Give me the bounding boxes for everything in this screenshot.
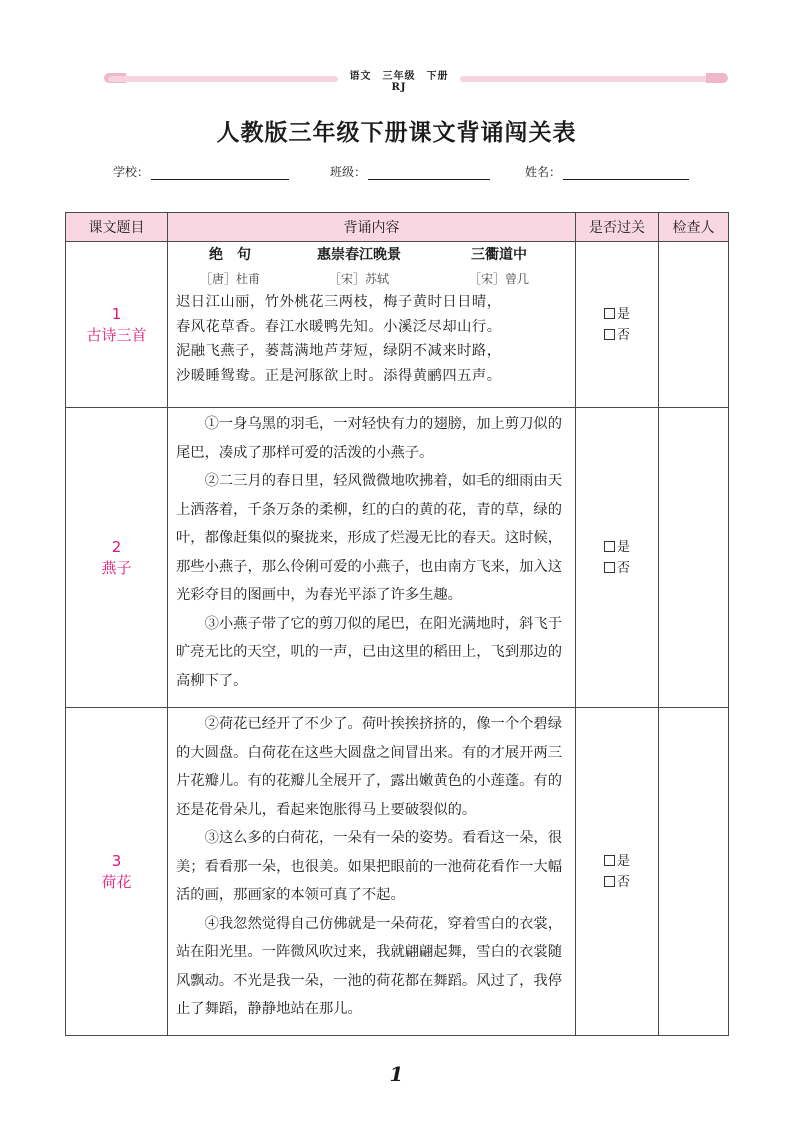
paragraph: ③小燕子带了它的剪刀似的尾巴，在阳光满地时，斜飞于旷亮无比的天空，叽的一声，已由这里的稻田上，飞到那边的高柳下了。 (176, 615, 563, 689)
header-text: 语文 三年级 下册 RJ (349, 71, 460, 93)
header-decoration-left (108, 76, 338, 82)
name-label: 姓名： (525, 165, 562, 179)
passed-cell (576, 708, 659, 1036)
checkbox-yes[interactable] (604, 851, 658, 872)
passed-cell (576, 408, 659, 708)
table-row (66, 242, 729, 408)
lesson-title: 荷花 (101, 872, 132, 891)
school-blank (151, 165, 289, 180)
class-label: 班级： (330, 165, 367, 179)
header-lesson-title: 课文题目 (66, 213, 168, 242)
lesson-title: 燕子 (101, 558, 132, 577)
lesson-cell (66, 408, 168, 708)
checkbox-yes-label: 是 (617, 306, 631, 322)
page-title: 人教版三年级下册课文背诵闯关表 (216, 120, 577, 146)
poem-line: 泥融飞燕子，蒌蒿满地芦芽短，绿阴不减来时路， (176, 343, 502, 359)
poem-line: 沙暖睡鸳鸯。正是河豚欲上时。添得黄鹂四五声。 (176, 367, 502, 384)
paragraph: ①一身乌黑的羽毛，一对轻快有力的翅膀，加上剪刀似的尾巴，凑成了那样可爱的活泼的小燕子。 (176, 416, 563, 461)
checkbox-icon (604, 876, 615, 887)
checkbox-no-label: 否 (617, 560, 631, 576)
checkbox-no-label: 否 (617, 327, 631, 343)
poem-lines (176, 290, 569, 388)
checkbox-no-label: 否 (617, 874, 631, 890)
checker-cell[interactable] (659, 242, 729, 408)
checkbox-icon (604, 855, 615, 866)
page-number: 1 (389, 1062, 404, 1086)
poem-line: 迟日江山丽，竹外桃花三两枝，梅子黄时日日晴， (176, 294, 502, 310)
content-cell (168, 708, 576, 1036)
table-header-row (66, 213, 729, 242)
name-field (525, 163, 689, 180)
checkbox-yes[interactable] (604, 537, 658, 558)
poem-author: ［宋］曾几 (468, 272, 529, 286)
checkbox-icon (604, 329, 615, 340)
poem-title: 三衢道中 (471, 247, 527, 263)
paragraph: ③这么多的白荷花，一朵有一朵的姿势。看看这一朵，很美；看看那一朵，也很美。如果把眼前的一池荷花看作一大幅活的画，那画家的本领可真了不起。 (176, 830, 563, 903)
checkbox-no[interactable] (604, 558, 658, 579)
poem-authors (176, 268, 569, 290)
paragraph: ②二三月的春日里，轻风微微地吹拂着，如毛的细雨由天上洒落着，千条万条的柔柳，红的白的黄的花，青的草，绿的叶，都像赶集似的聚拢来，形成了烂漫无比的春天。这时候，那些小燕子，那么伶俐可爱的小燕子，也由南方飞来，加入这光彩夺目的图画中，为春光平添了许多生趣。 (176, 473, 563, 603)
header-checker: 检查人 (659, 213, 729, 242)
paragraph: ④我忽然觉得自己仿佛就是一朵荷花，穿着雪白的衣裳，站在阳光里。一阵微风吹过来，我就翩翩起舞，雪白的衣裳随风飘动。不光是我一朵，一池的荷花都在舞蹈。风过了，我停止了舞蹈，静静地站在那儿。 (176, 915, 563, 1017)
poem-author: ［宋］苏轼 (328, 272, 389, 286)
school-field (113, 163, 289, 180)
lesson-cell (66, 242, 168, 408)
poem-title: 绝 句 (209, 247, 251, 263)
checkbox-yes-label: 是 (617, 539, 631, 555)
class-blank (368, 165, 490, 180)
checkbox-no[interactable] (604, 325, 658, 346)
table-row (66, 408, 729, 708)
paragraph: ②荷花已经开了不少了。荷叶挨挨挤挤的，像一个个碧绿的大圆盘。白荷花在这些大圆盘之间冒出来。有的才展开两三片花瓣儿。有的花瓣儿全展开了，露出嫩黄色的小莲蓬。有的还是花骨朵儿，看起来饱胀得马上要破裂似的。 (176, 716, 563, 818)
checkbox-yes-label: 是 (617, 853, 631, 869)
checkbox-icon (604, 541, 615, 552)
header-decoration-right (460, 76, 726, 82)
school-label: 学校： (113, 165, 150, 179)
checker-cell[interactable] (659, 408, 729, 708)
header-content: 背诵内容 (168, 213, 576, 242)
checkbox-icon (604, 308, 615, 319)
header-decoration-right-cap (706, 73, 728, 83)
checkbox-no[interactable] (604, 872, 658, 893)
header-passed: 是否过关 (576, 213, 659, 242)
content-cell (168, 408, 576, 708)
content-cell (168, 242, 576, 408)
class-field (330, 163, 490, 180)
lesson-title: 古诗三首 (86, 325, 147, 344)
poem-author: ［唐］杜甫 (199, 272, 260, 286)
checkbox-icon (604, 562, 615, 573)
lesson-number: 1 (111, 304, 122, 323)
lesson-number: 3 (111, 851, 122, 870)
name-blank (563, 165, 689, 180)
poem-titles (176, 242, 569, 268)
poem-line: 春风花草香。春江水暖鸭先知。小溪泛尽却山行。 (176, 318, 502, 335)
checkbox-yes[interactable] (604, 304, 658, 325)
table-row (66, 708, 729, 1036)
lesson-cell (66, 708, 168, 1036)
recitation-table (65, 212, 729, 1036)
checker-cell[interactable] (659, 708, 729, 1036)
passed-cell (576, 242, 659, 408)
poem-title: 惠崇春江晚景 (317, 247, 401, 263)
lesson-number: 2 (111, 537, 122, 556)
